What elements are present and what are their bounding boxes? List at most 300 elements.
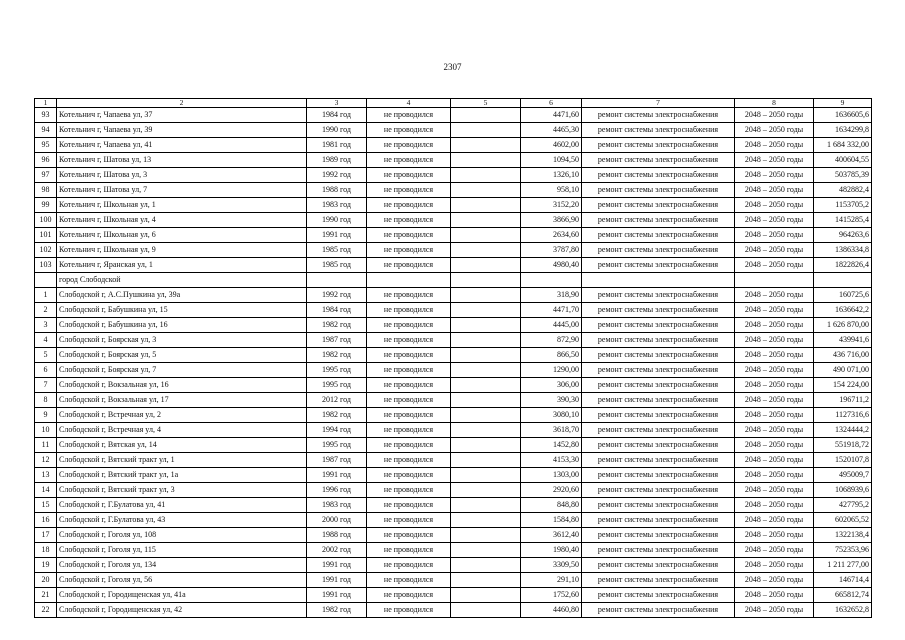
table-row xyxy=(35,227,872,242)
row-number-cell: 14 xyxy=(35,482,57,497)
row-number-cell: 17 xyxy=(35,527,57,542)
area-cell: 1303,00 xyxy=(521,467,582,482)
column-5-cell xyxy=(451,107,521,122)
column-5-cell xyxy=(451,227,521,242)
cost-cell: 665812,74 xyxy=(814,587,872,602)
area-cell: 2920,60 xyxy=(521,482,582,497)
row-number-cell: 97 xyxy=(35,167,57,182)
year-built-cell: 1990 год xyxy=(307,122,367,137)
area-cell: 1752,60 xyxy=(521,587,582,602)
address-cell: Слободской г, Встречная ул, 4 xyxy=(57,422,307,437)
year-built-cell: 1991 год xyxy=(307,572,367,587)
row-number-cell: 95 xyxy=(35,137,57,152)
area-cell: 4445,00 xyxy=(521,317,582,332)
address-cell: Слободской г, Г.Булатова ул, 41 xyxy=(57,497,307,512)
column-number-cell: 9 xyxy=(814,99,872,108)
cost-cell: 436 716,00 xyxy=(814,347,872,362)
column-5-cell xyxy=(451,497,521,512)
address-cell: Слободской г, Городищенская ул, 41а xyxy=(57,587,307,602)
page-number: 2307 xyxy=(443,62,462,72)
row-number-cell: 100 xyxy=(35,212,57,227)
area-cell: 390,30 xyxy=(521,392,582,407)
row-number-cell: 19 xyxy=(35,557,57,572)
column-5-cell xyxy=(451,542,521,557)
period-cell: 2048 – 2050 годы xyxy=(735,527,814,542)
work-type-cell: ремонт системы электроснабжения xyxy=(582,377,735,392)
address-cell: Слободской г, Встречная ул, 2 xyxy=(57,407,307,422)
period-cell: 2048 – 2050 годы xyxy=(735,437,814,452)
column-5-cell xyxy=(451,212,521,227)
area-cell: 318,90 xyxy=(521,287,582,302)
address-cell: Котельнич г, Школьная ул, 6 xyxy=(57,227,307,242)
work-type-cell: ремонт системы электроснабжения xyxy=(582,422,735,437)
table-row xyxy=(35,182,872,197)
year-built-cell: 1988 год xyxy=(307,182,367,197)
year-built-cell: 1987 год xyxy=(307,452,367,467)
address-cell: город Слободской xyxy=(57,272,307,287)
work-type-cell: ремонт системы электроснабжения xyxy=(582,557,735,572)
year-built-cell: 1995 год xyxy=(307,362,367,377)
table-row xyxy=(35,137,872,152)
year-built-cell: 1991 год xyxy=(307,227,367,242)
work-type-cell: ремонт системы электроснабжения xyxy=(582,527,735,542)
cost-cell: 154 224,00 xyxy=(814,377,872,392)
table-row xyxy=(35,317,872,332)
column-number-cell: 7 xyxy=(582,99,735,108)
row-number-cell: 102 xyxy=(35,242,57,257)
address-cell: Котельнич г, Чапаева ул, 41 xyxy=(57,137,307,152)
work-type-cell: ремонт системы электроснабжения xyxy=(582,497,735,512)
work-type-cell: ремонт системы электроснабжения xyxy=(582,242,735,257)
row-number-cell: 13 xyxy=(35,467,57,482)
area-cell: 291,10 xyxy=(521,572,582,587)
cost-cell: 490 071,00 xyxy=(814,362,872,377)
area-cell: 3152,20 xyxy=(521,197,582,212)
area-cell: 1584,80 xyxy=(521,512,582,527)
area-cell: 1290,00 xyxy=(521,362,582,377)
last-repair-cell: не проводился xyxy=(367,392,451,407)
table-row xyxy=(35,437,872,452)
last-repair-cell: не проводился xyxy=(367,572,451,587)
area-cell: 2634,60 xyxy=(521,227,582,242)
cost-cell: 752353,96 xyxy=(814,542,872,557)
period-cell: 2048 – 2050 годы xyxy=(735,317,814,332)
cost-cell: 427795,2 xyxy=(814,497,872,512)
column-5-cell xyxy=(451,272,521,287)
column-5-cell xyxy=(451,587,521,602)
row-number-cell: 96 xyxy=(35,152,57,167)
last-repair-cell: не проводился xyxy=(367,527,451,542)
table-row xyxy=(35,257,872,272)
work-type-cell: ремонт системы электроснабжения xyxy=(582,392,735,407)
area-cell: 306,00 xyxy=(521,377,582,392)
area-cell: 848,80 xyxy=(521,497,582,512)
work-type-cell: ремонт системы электроснабжения xyxy=(582,197,735,212)
cost-cell: 1127316,6 xyxy=(814,407,872,422)
year-built-cell: 1995 год xyxy=(307,377,367,392)
column-5-cell xyxy=(451,377,521,392)
row-number-cell: 101 xyxy=(35,227,57,242)
address-cell: Слободской г, Боярская ул, 7 xyxy=(57,362,307,377)
year-built-cell: 1992 год xyxy=(307,287,367,302)
column-number-row xyxy=(35,99,872,108)
work-type-cell: ремонт системы электроснабжения xyxy=(582,137,735,152)
last-repair-cell: не проводился xyxy=(367,407,451,422)
cost-cell: 964263,6 xyxy=(814,227,872,242)
year-built-cell: 2002 год xyxy=(307,542,367,557)
period-cell xyxy=(735,272,814,287)
year-built-cell: 1992 год xyxy=(307,167,367,182)
period-cell: 2048 – 2050 годы xyxy=(735,557,814,572)
area-cell: 3080,10 xyxy=(521,407,582,422)
work-type-cell: ремонт системы электроснабжения xyxy=(582,212,735,227)
row-number-cell: 18 xyxy=(35,542,57,557)
column-number-cell: 3 xyxy=(307,99,367,108)
column-5-cell xyxy=(451,407,521,422)
year-built-cell: 1995 год xyxy=(307,437,367,452)
cost-cell: 1322138,4 xyxy=(814,527,872,542)
last-repair-cell: не проводился xyxy=(367,362,451,377)
work-type-cell: ремонт системы электроснабжения xyxy=(582,302,735,317)
cost-cell: 1636642,2 xyxy=(814,302,872,317)
area-cell: 4153,30 xyxy=(521,452,582,467)
column-5-cell xyxy=(451,197,521,212)
last-repair-cell: не проводился xyxy=(367,587,451,602)
work-type-cell: ремонт системы электроснабжения xyxy=(582,602,735,617)
work-type-cell: ремонт системы электроснабжения xyxy=(582,182,735,197)
period-cell: 2048 – 2050 годы xyxy=(735,212,814,227)
period-cell: 2048 – 2050 годы xyxy=(735,572,814,587)
work-type-cell: ремонт системы электроснабжения xyxy=(582,437,735,452)
address-cell: Слободской г, Боярская ул, 3 xyxy=(57,332,307,347)
column-5-cell xyxy=(451,302,521,317)
table-row xyxy=(35,197,872,212)
cost-cell: 551918,72 xyxy=(814,437,872,452)
address-cell: Слободской г, Городищенская ул, 42 xyxy=(57,602,307,617)
table-row xyxy=(35,422,872,437)
row-number-cell: 94 xyxy=(35,122,57,137)
area-cell: 3866,90 xyxy=(521,212,582,227)
table-row xyxy=(35,497,872,512)
last-repair-cell: не проводился xyxy=(367,377,451,392)
column-5-cell xyxy=(451,362,521,377)
address-cell: Слободской г, Бабушкина ул, 16 xyxy=(57,317,307,332)
year-built-cell: 1984 год xyxy=(307,107,367,122)
cost-cell: 1153705,2 xyxy=(814,197,872,212)
area-cell xyxy=(521,272,582,287)
period-cell: 2048 – 2050 годы xyxy=(735,482,814,497)
address-cell: Слободской г, Г.Булатова ул, 43 xyxy=(57,512,307,527)
column-5-cell xyxy=(451,422,521,437)
period-cell: 2048 – 2050 годы xyxy=(735,137,814,152)
column-5-cell xyxy=(451,392,521,407)
last-repair-cell: не проводился xyxy=(367,107,451,122)
cost-cell: 160725,6 xyxy=(814,287,872,302)
row-number-cell: 5 xyxy=(35,347,57,362)
address-cell: Котельнич г, Чапаева ул, 39 xyxy=(57,122,307,137)
work-type-cell: ремонт системы электроснабжения xyxy=(582,227,735,242)
address-cell: Котельнич г, Школьная ул, 9 xyxy=(57,242,307,257)
period-cell: 2048 – 2050 годы xyxy=(735,497,814,512)
row-number-cell: 21 xyxy=(35,587,57,602)
area-cell: 1452,80 xyxy=(521,437,582,452)
column-5-cell xyxy=(451,557,521,572)
period-cell: 2048 – 2050 годы xyxy=(735,242,814,257)
year-built-cell: 2000 год xyxy=(307,512,367,527)
cost-cell: 1 626 870,00 xyxy=(814,317,872,332)
period-cell: 2048 – 2050 годы xyxy=(735,347,814,362)
row-number-cell: 20 xyxy=(35,572,57,587)
period-cell: 2048 – 2050 годы xyxy=(735,422,814,437)
year-built-cell: 1990 год xyxy=(307,212,367,227)
address-cell: Слободской г, Вятский тракт ул, 3 xyxy=(57,482,307,497)
table-row xyxy=(35,212,872,227)
last-repair-cell: не проводился xyxy=(367,557,451,572)
cost-cell: 495009,7 xyxy=(814,467,872,482)
year-built-cell: 1983 год xyxy=(307,497,367,512)
table-row xyxy=(35,152,872,167)
last-repair-cell: не проводился xyxy=(367,197,451,212)
last-repair-cell xyxy=(367,272,451,287)
area-cell: 3787,80 xyxy=(521,242,582,257)
table-row xyxy=(35,482,872,497)
last-repair-cell: не проводился xyxy=(367,137,451,152)
work-type-cell: ремонт системы электроснабжения xyxy=(582,152,735,167)
work-type-cell: ремонт системы электроснабжения xyxy=(582,407,735,422)
table-row xyxy=(35,587,872,602)
cost-cell: 1324444,2 xyxy=(814,422,872,437)
table-row xyxy=(35,452,872,467)
period-cell: 2048 – 2050 годы xyxy=(735,392,814,407)
column-5-cell xyxy=(451,347,521,362)
address-cell: Слободской г, А.С.Пушкина ул, 39а xyxy=(57,287,307,302)
address-cell: Слободской г, Гоголя ул, 108 xyxy=(57,527,307,542)
period-cell: 2048 – 2050 годы xyxy=(735,407,814,422)
year-built-cell: 1984 год xyxy=(307,302,367,317)
cost-cell: 400604,55 xyxy=(814,152,872,167)
row-number-cell: 99 xyxy=(35,197,57,212)
year-built-cell: 1989 год xyxy=(307,152,367,167)
last-repair-cell: не проводился xyxy=(367,287,451,302)
period-cell: 2048 – 2050 годы xyxy=(735,302,814,317)
column-5-cell xyxy=(451,512,521,527)
year-built-cell: 1996 год xyxy=(307,482,367,497)
cost-cell: 1636605,6 xyxy=(814,107,872,122)
area-cell: 1094,50 xyxy=(521,152,582,167)
table-row xyxy=(35,392,872,407)
cost-cell: 439941,6 xyxy=(814,332,872,347)
period-cell: 2048 – 2050 годы xyxy=(735,362,814,377)
row-number-cell: 1 xyxy=(35,287,57,302)
cost-cell xyxy=(814,272,872,287)
area-cell: 4602,00 xyxy=(521,137,582,152)
row-number-cell: 98 xyxy=(35,182,57,197)
column-5-cell xyxy=(451,257,521,272)
last-repair-cell: не проводился xyxy=(367,182,451,197)
row-number-cell: 22 xyxy=(35,602,57,617)
last-repair-cell: не проводился xyxy=(367,347,451,362)
area-cell: 3612,40 xyxy=(521,527,582,542)
area-cell: 3309,50 xyxy=(521,557,582,572)
table-row xyxy=(35,302,872,317)
period-cell: 2048 – 2050 годы xyxy=(735,287,814,302)
work-type-cell: ремонт системы электроснабжения xyxy=(582,317,735,332)
area-cell: 872,90 xyxy=(521,332,582,347)
cost-cell: 1415285,4 xyxy=(814,212,872,227)
period-cell: 2048 – 2050 годы xyxy=(735,197,814,212)
last-repair-cell: не проводился xyxy=(367,512,451,527)
area-cell: 3618,70 xyxy=(521,422,582,437)
period-cell: 2048 – 2050 годы xyxy=(735,602,814,617)
work-type-cell xyxy=(582,272,735,287)
cost-cell: 482882,4 xyxy=(814,182,872,197)
column-5-cell xyxy=(451,452,521,467)
year-built-cell: 1994 год xyxy=(307,422,367,437)
table-row xyxy=(35,167,872,182)
row-number-cell: 3 xyxy=(35,317,57,332)
period-cell: 2048 – 2050 годы xyxy=(735,152,814,167)
column-5-cell xyxy=(451,572,521,587)
column-5-cell xyxy=(451,122,521,137)
work-type-cell: ремонт системы электроснабжения xyxy=(582,107,735,122)
table-row xyxy=(35,527,872,542)
address-cell: Котельнич г, Чапаева ул, 37 xyxy=(57,107,307,122)
work-type-cell: ремонт системы электроснабжения xyxy=(582,167,735,182)
address-cell: Котельнич г, Школьная ул, 1 xyxy=(57,197,307,212)
column-number-cell: 1 xyxy=(35,99,57,108)
year-built-cell: 1985 год xyxy=(307,257,367,272)
table-row xyxy=(35,467,872,482)
last-repair-cell: не проводился xyxy=(367,452,451,467)
column-number-cell: 5 xyxy=(451,99,521,108)
work-type-cell: ремонт системы электроснабжения xyxy=(582,482,735,497)
year-built-cell: 1988 год xyxy=(307,527,367,542)
row-number-cell: 15 xyxy=(35,497,57,512)
row-number-cell: 8 xyxy=(35,392,57,407)
area-cell: 958,10 xyxy=(521,182,582,197)
last-repair-cell: не проводился xyxy=(367,167,451,182)
column-5-cell xyxy=(451,137,521,152)
section-row xyxy=(35,272,872,287)
cost-cell: 1632652,8 xyxy=(814,602,872,617)
table-row xyxy=(35,602,872,617)
repair-schedule-table xyxy=(34,98,872,618)
address-cell: Котельнич г, Шатова ул, 3 xyxy=(57,167,307,182)
last-repair-cell: не проводился xyxy=(367,227,451,242)
column-5-cell xyxy=(451,527,521,542)
column-5-cell xyxy=(451,317,521,332)
column-5-cell xyxy=(451,152,521,167)
work-type-cell: ремонт системы электроснабжения xyxy=(582,542,735,557)
work-type-cell: ремонт системы электроснабжения xyxy=(582,122,735,137)
period-cell: 2048 – 2050 годы xyxy=(735,182,814,197)
column-5-cell xyxy=(451,467,521,482)
row-number-cell: 4 xyxy=(35,332,57,347)
year-built-cell: 1991 год xyxy=(307,557,367,572)
year-built-cell xyxy=(307,272,367,287)
table-row xyxy=(35,572,872,587)
row-number-cell: 12 xyxy=(35,452,57,467)
row-number-cell: 10 xyxy=(35,422,57,437)
last-repair-cell: не проводился xyxy=(367,602,451,617)
table-row xyxy=(35,332,872,347)
address-cell: Слободской г, Вятский тракт ул, 1 xyxy=(57,452,307,467)
year-built-cell: 1981 год xyxy=(307,137,367,152)
row-number-cell xyxy=(35,272,57,287)
last-repair-cell: не проводился xyxy=(367,302,451,317)
period-cell: 2048 – 2050 годы xyxy=(735,167,814,182)
area-cell: 1980,40 xyxy=(521,542,582,557)
row-number-cell: 11 xyxy=(35,437,57,452)
column-number-cell: 8 xyxy=(735,99,814,108)
column-5-cell xyxy=(451,242,521,257)
work-type-cell: ремонт системы электроснабжения xyxy=(582,587,735,602)
row-number-cell: 6 xyxy=(35,362,57,377)
column-number-cell: 6 xyxy=(521,99,582,108)
period-cell: 2048 – 2050 годы xyxy=(735,227,814,242)
address-cell: Котельнич г, Школьная ул, 4 xyxy=(57,212,307,227)
table-row xyxy=(35,242,872,257)
address-cell: Слободской г, Вятский тракт ул, 1а xyxy=(57,467,307,482)
last-repair-cell: не проводился xyxy=(367,212,451,227)
area-cell: 866,50 xyxy=(521,347,582,362)
last-repair-cell: не проводился xyxy=(367,542,451,557)
year-built-cell: 2012 год xyxy=(307,392,367,407)
last-repair-cell: не проводился xyxy=(367,482,451,497)
row-number-cell: 2 xyxy=(35,302,57,317)
column-number-cell: 2 xyxy=(57,99,307,108)
year-built-cell: 1982 год xyxy=(307,317,367,332)
period-cell: 2048 – 2050 годы xyxy=(735,107,814,122)
year-built-cell: 1991 год xyxy=(307,467,367,482)
table-row xyxy=(35,407,872,422)
table-row xyxy=(35,347,872,362)
last-repair-cell: не проводился xyxy=(367,122,451,137)
cost-cell: 1 211 277,00 xyxy=(814,557,872,572)
area-cell: 4980,40 xyxy=(521,257,582,272)
address-cell: Слободской г, Боярская ул, 5 xyxy=(57,347,307,362)
cost-cell: 602065,52 xyxy=(814,512,872,527)
last-repair-cell: не проводился xyxy=(367,422,451,437)
table-row xyxy=(35,287,872,302)
address-cell: Слободской г, Вокзальная ул, 17 xyxy=(57,392,307,407)
year-built-cell: 1987 год xyxy=(307,332,367,347)
cost-cell: 146714,4 xyxy=(814,572,872,587)
column-5-cell xyxy=(451,482,521,497)
work-type-cell: ремонт системы электроснабжения xyxy=(582,332,735,347)
table-row xyxy=(35,512,872,527)
area-cell: 1326,10 xyxy=(521,167,582,182)
table-row xyxy=(35,362,872,377)
period-cell: 2048 – 2050 годы xyxy=(735,377,814,392)
address-cell: Котельнич г, Шатова ул, 7 xyxy=(57,182,307,197)
work-type-cell: ремонт системы электроснабжения xyxy=(582,572,735,587)
period-cell: 2048 – 2050 годы xyxy=(735,452,814,467)
cost-cell: 1822826,4 xyxy=(814,257,872,272)
table-row xyxy=(35,557,872,572)
period-cell: 2048 – 2050 годы xyxy=(735,467,814,482)
year-built-cell: 1983 год xyxy=(307,197,367,212)
work-type-cell: ремонт системы электроснабжения xyxy=(582,287,735,302)
table-row xyxy=(35,377,872,392)
year-built-cell: 1985 год xyxy=(307,242,367,257)
last-repair-cell: не проводился xyxy=(367,497,451,512)
address-cell: Слободской г, Гоголя ул, 56 xyxy=(57,572,307,587)
column-number-cell: 4 xyxy=(367,99,451,108)
work-type-cell: ремонт системы электроснабжения xyxy=(582,347,735,362)
address-cell: Котельнич г, Шатова ул, 13 xyxy=(57,152,307,167)
address-cell: Слободской г, Бабушкина ул, 15 xyxy=(57,302,307,317)
